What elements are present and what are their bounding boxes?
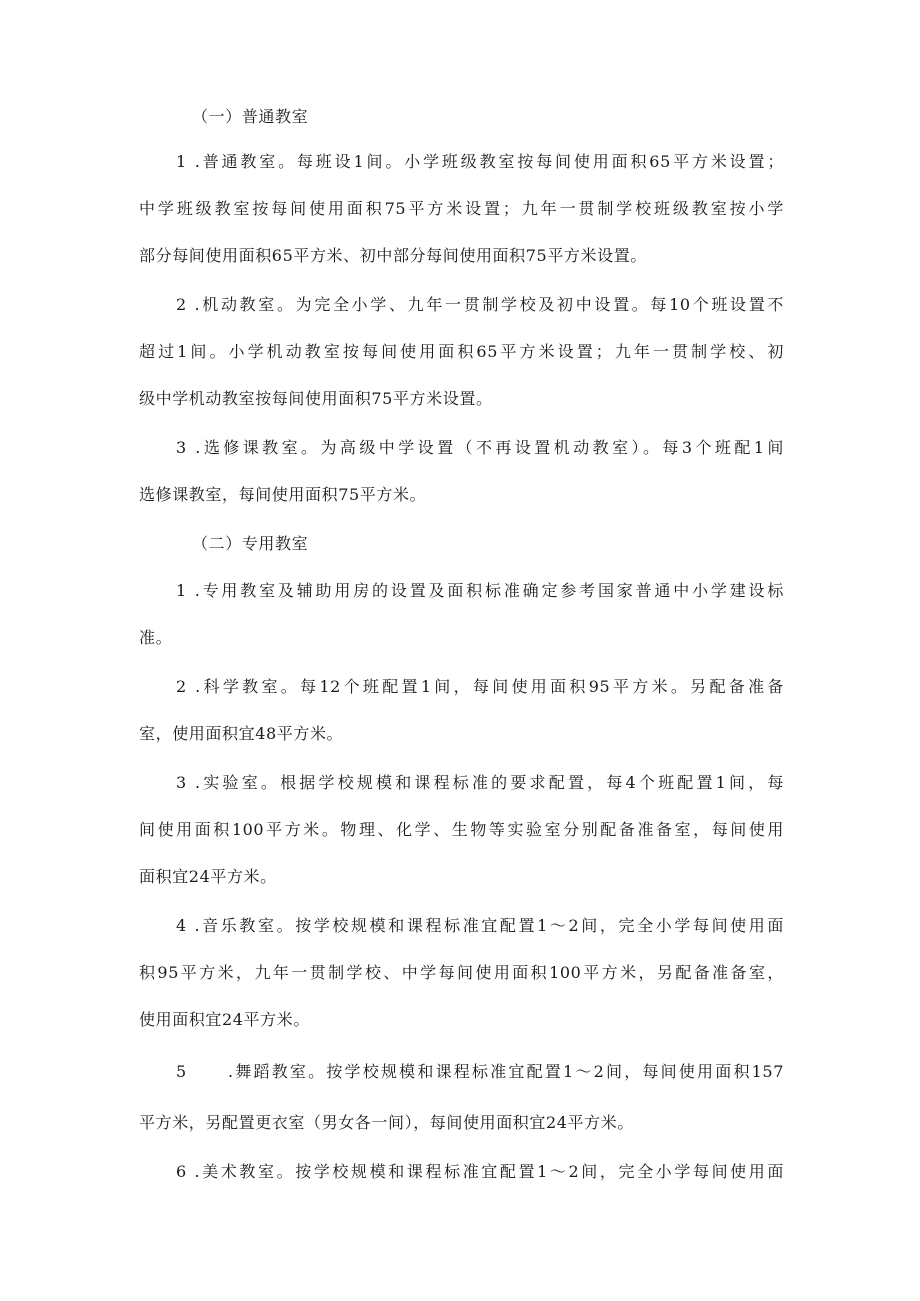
paragraph-line: 1 .普通教室。每班设1间。小学班级教室按每间使用面积65平方米设置；: [176, 152, 784, 171]
paragraph-line: 选修课教室，每间使用面积75平方米。: [139, 485, 427, 504]
section-heading: （二）专用教室: [192, 534, 309, 553]
paragraph-line: 间使用面积100平方米。物理、化学、生物等实验室分别配备准备室，每间使用: [139, 820, 784, 839]
paragraph-line: 超过1间。小学机动教室按每间使用面积65平方米设置；九年一贯制学校、初: [139, 342, 784, 361]
paragraph-line: 2 .科学教室。每12个班配置1间，每间使用面积95平方米。另配备准备: [176, 677, 784, 696]
paragraph-line: .舞蹈教室。按学校规模和课程标准宜配置1～2间，每间使用面积157: [228, 1062, 784, 1081]
paragraph-line: 4 .音乐教室。按学校规模和课程标准宜配置1～2间，完全小学每间使用面: [176, 916, 784, 935]
paragraph-line: 6 .美术教室。按学校规模和课程标准宜配置1～2间，完全小学每间使用面: [176, 1162, 784, 1181]
paragraph-line: 1 .专用教室及辅助用房的设置及面积标准确定参考国家普通中小学建设标: [176, 581, 784, 600]
paragraph-line: 积95平方米，九年一贯制学校、中学每间使用面积100平方米，另配备准备室，: [139, 963, 784, 982]
paragraph-number: 5: [176, 1062, 187, 1081]
paragraph-line: 室，使用面积宜48平方米。: [139, 724, 344, 743]
paragraph-line: 部分每间使用面积65平方米、初中部分每间使用面积75平方米设置。: [139, 246, 647, 265]
paragraph-line: 中学班级教室按每间使用面积75平方米设置；九年一贯制学校班级教室按小学: [139, 199, 784, 218]
paragraph-line: 2 .机动教室。为完全小学、九年一贯制学校及初中设置。每10个班设置不: [176, 295, 784, 314]
paragraph-line: 准。: [139, 628, 173, 647]
section-heading: （一）普通教室: [192, 107, 309, 126]
paragraph-line: 3 .选修课教室。为高级中学设置（不再设置机动教室）。每3个班配1间: [176, 438, 784, 457]
paragraph-line: 面积宜24平方米。: [139, 867, 277, 886]
paragraph-line: 级中学机动教室按每间使用面积75平方米设置。: [139, 389, 493, 408]
paragraph-line: 使用面积宜24平方米。: [139, 1010, 310, 1029]
paragraph-line: 3 .实验室。根据学校规模和课程标准的要求配置，每4个班配置1间，每: [176, 773, 784, 792]
paragraph-line: 平方米，另配置更衣室（男女各一间），每间使用面积宜24平方米。: [139, 1113, 634, 1132]
